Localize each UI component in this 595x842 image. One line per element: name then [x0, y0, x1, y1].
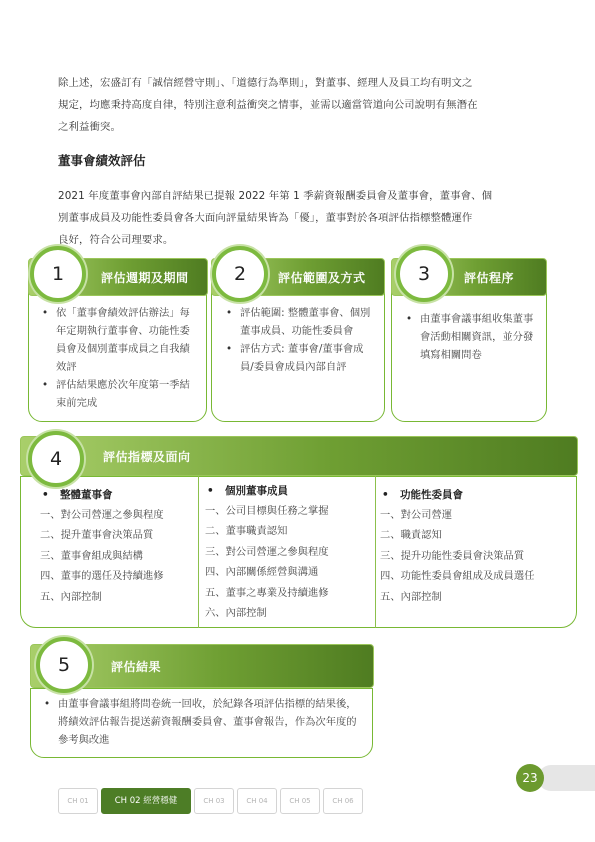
list-item: 三、董事會組成與結構	[40, 549, 143, 562]
list-item: 五、內部控制	[380, 590, 442, 603]
list-item: 五、董事之專業及持續進修	[205, 586, 329, 599]
step-4-number-badge: 4	[28, 431, 84, 487]
intro-line: 規定，均應秉持高度自律，特別注意利益衝突之情事，並需以適當管道向公司說明有無潛在	[58, 99, 478, 111]
list-item: • 評估範圍: 整體董事會、個別董事成員、功能性委員會	[226, 304, 374, 340]
list-item: • 評估結果應於次年度第一季結束前完成	[42, 376, 198, 412]
column-divider	[198, 476, 199, 628]
step-3-number-badge: 3	[396, 246, 452, 302]
step-1-title: 評估週期及期間	[101, 271, 189, 285]
chapter-nav	[58, 788, 363, 814]
list-item: • 評估方式: 董事會/董事會成員/委員會成員內部自評	[226, 340, 374, 376]
step-3-list	[406, 310, 538, 364]
list-item: 二、董事職責認知	[205, 525, 288, 538]
nav-tab-ch02[interactable]: CH 02 經營穩健	[101, 788, 191, 814]
column-functional-committees	[380, 485, 574, 607]
list-item: • 由董事會議事組收集董事會活動相關資訊，並分發填寫相關問卷	[406, 310, 538, 364]
list-item: 三、對公司營運之參與程度	[205, 545, 329, 558]
nav-tab-ch04[interactable]: CH 04	[237, 788, 277, 814]
summary-paragraph	[58, 185, 542, 251]
step-5-number-badge: 5	[36, 637, 92, 693]
intro-line: 除上述，宏盛訂有「誠信經營守則」、「道德行為準則」，對董事、經理人及員工均有明文之	[58, 77, 473, 89]
page-number-tab	[538, 765, 595, 791]
nav-tab-ch01[interactable]: CH 01	[58, 788, 98, 814]
list-item: 四、功能性委員會組成及成員選任	[380, 570, 535, 583]
list-item: • 由董事會議事組將問卷統一回收，於紀錄各項評估指標的結果後，將績效評估報告提送薪資報酬委員會、董事會報告，作為次年度的參考與改進	[44, 695, 364, 749]
column-overall-board	[40, 485, 195, 607]
step-1-number-badge: 1	[30, 246, 86, 302]
step-5-title: 評估結果	[111, 660, 162, 674]
list-item: 三、提升功能性委員會決策品質	[380, 549, 525, 562]
list-item: 五、內部控制	[40, 590, 102, 603]
column-divider	[375, 476, 376, 628]
column-title: • 功能性委員會	[380, 485, 574, 505]
step-3-title: 評估程序	[464, 271, 515, 285]
summary-line: 2021 年度董事會內部自評結果已提報 2022 年第 1 季薪資報酬委員會及董事會，董事會、個	[58, 190, 493, 202]
list-item: 四、內部關係經營與溝通	[205, 566, 319, 579]
list-item: 一、公司目標與任務之掌握	[205, 505, 329, 517]
step-2-list	[226, 304, 374, 376]
page-number: 23	[516, 764, 544, 792]
summary-line: 別董事成員及功能性委員會各大面向評量結果皆為「優」，董事對於各項評估指標整體運作	[58, 212, 473, 224]
nav-tab-ch03[interactable]: CH 03	[194, 788, 234, 814]
intro-line: 之利益衝突。	[58, 121, 121, 133]
list-item: 二、職責認知	[380, 529, 442, 542]
list-item: 一、對公司營運之參與程度	[40, 509, 164, 521]
nav-tab-ch05[interactable]: CH 05	[280, 788, 320, 814]
step-2-title: 評估範圍及方式	[278, 271, 366, 285]
column-title: • 個別董事成員	[205, 481, 373, 501]
step-4-title: 評估指標及面向	[103, 450, 191, 464]
list-item: 六、內部控制	[205, 607, 267, 620]
section-heading: 董事會績效評估	[58, 153, 146, 168]
column-title: • 整體董事會	[40, 485, 195, 505]
column-individual-directors	[205, 481, 373, 623]
list-item: 四、董事的選任及持續進修	[40, 570, 164, 583]
step-5-list	[44, 695, 364, 749]
step-1-list	[42, 304, 198, 412]
summary-line: 良好，符合公司理要求。	[58, 234, 174, 246]
list-item: 二、提升董事會決策品質	[40, 529, 154, 542]
intro-paragraph	[58, 72, 542, 138]
list-item: 一、對公司營運	[380, 509, 453, 521]
step-2-number-badge: 2	[212, 246, 268, 302]
step-4-header	[20, 436, 578, 476]
list-item: • 依「董事會績效評估辦法」每年定期執行董事會、功能性委員會及個別董事成員之自我績效評	[42, 304, 198, 376]
nav-tab-ch06[interactable]: CH 06	[323, 788, 363, 814]
